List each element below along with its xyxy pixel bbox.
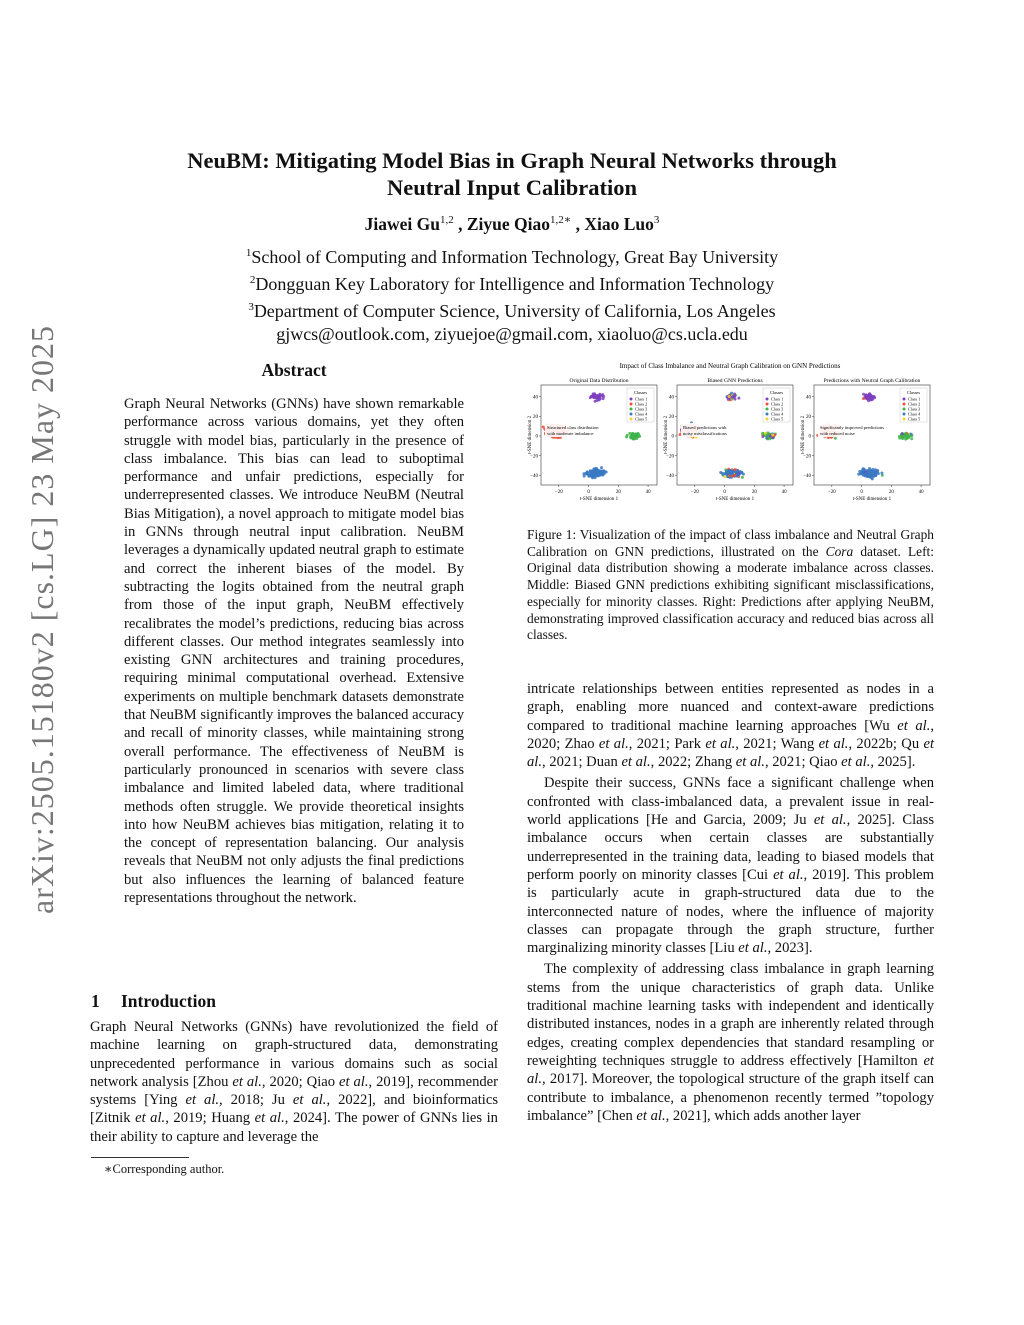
scatter-point	[734, 468, 737, 471]
legend-label: Class 4	[771, 411, 784, 417]
scatter-point	[592, 393, 595, 396]
legend-label: Class 5	[635, 416, 648, 422]
legend-swatch	[903, 408, 906, 411]
scatter-point	[721, 472, 724, 475]
arxiv-sidebar-stamp: arXiv:2505.15180v2 [cs.LG] 23 May 2025	[24, 324, 60, 914]
legend-swatch	[766, 413, 769, 416]
footnote-rule	[91, 1157, 189, 1158]
y-tick-label: 0	[808, 434, 811, 440]
title-line-2: Neutral Input Calibration	[386, 175, 638, 200]
scatter-point	[589, 471, 592, 474]
scatter-point	[865, 397, 868, 400]
tsne-figure	[527, 357, 934, 517]
x-axis-label: t-SNE dimension 1	[715, 497, 755, 502]
y-axis-label: t-SNE dimension 2	[801, 415, 806, 455]
scatter-point	[731, 475, 734, 478]
annotation-line: Structured class distribution	[547, 425, 599, 430]
scatter-point	[594, 467, 597, 470]
figure-caption	[527, 527, 934, 644]
y-tick-label: 40	[806, 395, 811, 401]
x-tick-label: −20	[690, 490, 699, 495]
tsne-panel	[528, 378, 657, 502]
y-tick-label: 40	[669, 395, 674, 401]
x-tick-label: 0	[587, 490, 590, 495]
legend-swatch	[903, 413, 906, 416]
y-tick-label: 20	[669, 415, 674, 421]
legend-swatch	[766, 398, 769, 401]
right-column-body	[527, 680, 934, 1125]
figure-suptitle: Impact of Class Imbalance and Neutral Graph Calibration on GNN Predictions	[619, 362, 841, 370]
y-tick-label: 20	[533, 415, 538, 421]
scatter-point	[866, 469, 869, 472]
legend-label: Class 2	[908, 401, 921, 407]
legend-label: Class 2	[635, 401, 648, 407]
x-tick-label: −20	[554, 490, 563, 495]
annotation-line: Biased predictions with	[683, 425, 727, 430]
scatter-point	[768, 437, 771, 440]
legend-title: Classes	[769, 390, 784, 395]
scatter-point	[764, 432, 767, 435]
x-tick-label: 40	[781, 490, 787, 495]
scatter-point	[728, 395, 731, 398]
scatter-point	[910, 437, 913, 440]
annotation-line: with reduced noise	[820, 431, 855, 436]
paper-title	[0, 147, 1024, 201]
scatter-point	[586, 470, 589, 473]
scatter-point	[901, 432, 904, 435]
x-axis-label: t-SNE dimension 1	[852, 497, 892, 502]
legend-title: Classes	[633, 390, 648, 395]
legend-swatch	[766, 408, 769, 411]
scatter-point	[736, 474, 739, 477]
y-tick-label: −40	[530, 473, 538, 479]
legend-label: Class 4	[635, 411, 648, 417]
scatter-point	[737, 397, 740, 400]
scatter-point	[871, 395, 874, 398]
scatter-point	[635, 437, 638, 440]
scatter-point	[596, 395, 599, 398]
section-heading-introduction	[91, 991, 216, 1012]
intro-body	[90, 1018, 498, 1146]
legend-swatch	[766, 418, 769, 421]
affiliation-line: $^3$Department of Computer Science, University of California, Los Angeles	[248, 301, 776, 321]
y-tick-label: −20	[803, 454, 811, 460]
scatter-point	[867, 399, 870, 402]
legend-label: Class 3	[908, 406, 921, 412]
x-axis-label: t-SNE dimension 1	[579, 497, 619, 502]
author-list: Jiawei Gu$^{1,2}$ , Ziyue Qiao$^{1,2∗}$ , Xiao Luo$^3$	[364, 213, 660, 234]
figure-1	[527, 357, 934, 517]
legend-swatch	[766, 403, 769, 406]
scatter-point	[863, 473, 866, 476]
scatter-point	[601, 393, 604, 396]
tsne-panel	[801, 378, 930, 502]
scatter-point	[637, 433, 640, 436]
scatter-point	[589, 396, 592, 399]
y-tick-label: −20	[530, 454, 538, 460]
x-tick-label: 0	[860, 490, 863, 495]
scatter-point	[632, 433, 635, 436]
legend-label: Class 2	[771, 401, 784, 407]
scatter-point	[741, 476, 744, 479]
panel-annotation	[681, 423, 737, 437]
panel-title: Biased GNN Predictions	[707, 378, 763, 384]
legend-label: Class 1	[908, 396, 921, 402]
section-title: Introduction	[121, 991, 216, 1011]
scatter-point	[723, 475, 726, 478]
legend-label: Class 1	[771, 396, 784, 402]
scatter-point	[834, 437, 837, 440]
scatter-point	[596, 399, 599, 402]
scatter-point	[734, 398, 737, 401]
right-paragraph-2: Despite their success, GNNs face a significant challenge when confronted with class-imbalanced data, a prevalent issue in real-world applications [He and Garcia, 2009; Ju et al., 2025]. Class imbalance occurs when certain classes are substantially underrepresented in the training data, leading to biased models that perform poorly on minority classes [Cui et al., 2019]. This problem is particularly acute in graph-structured data due to the interconnected nature of nodes, where the influence of majority classes can propagate through the graph structure, further marginalizing minority classes [Liu et al., 2023].	[527, 775, 935, 957]
scatter-point	[880, 472, 883, 475]
y-axis-label: t-SNE dimension 2	[664, 415, 669, 455]
y-tick-label: −40	[666, 473, 674, 479]
legend-swatch	[630, 413, 633, 416]
scatter-point	[587, 474, 590, 477]
scatter-point	[906, 436, 909, 439]
affiliations	[0, 242, 1024, 346]
x-tick-label: 40	[918, 490, 924, 495]
panel-title: Original Data Distribution	[569, 378, 629, 384]
y-tick-label: 20	[806, 415, 811, 421]
x-tick-label: 20	[615, 490, 621, 495]
scatter-point	[600, 466, 603, 469]
x-tick-label: 0	[723, 490, 726, 495]
scatter-point	[867, 472, 870, 475]
y-axis-label: t-SNE dimension 2	[528, 415, 533, 455]
footnote: ∗Corresponding author.	[104, 1162, 225, 1176]
scatter-point	[860, 472, 863, 475]
y-tick-label: −40	[803, 473, 811, 479]
affiliation-line: $^2$Dongguan Key Laboratory for Intelligence and Information Technology	[249, 274, 775, 294]
email-list: gjwcs@outlook.com, ziyuejoe@gmail.com, xiaoluo@cs.ucla.edu	[276, 324, 748, 344]
right-paragraph-3: The complexity of addressing class imbalance in graph learning stems from the unique characteristics of graph data. Unlike traditional machine learning tasks with independent and identically distributed instances, nodes in a graph are inherently related through edges, creating complex dependencies that standard resampling or reweighting techniques struggle to address effectively [Hamilton et al., 2017]. Moreover, the topological structure of the graph itself can contribute to imbalance, a phenomenon recently termed ”topology imbalance” [Chen et al., 2021], which adds another layer	[527, 961, 934, 1124]
intro-paragraph: Graph Neural Networks (GNNs) have revolutionized the field of machine learning on graph-structured data, demonstrating unprecedented performance in various domains such as social network analysis [Zhou et al., 2020; Qiao et al., 2019], recommender systems [Ying et al., 2018; Ju et al., 2022], and bioinformatics [Zitnik et al., 2019; Huang et al., 2024]. The power of GNNs lies in their ability to capture and leverage the	[90, 1019, 499, 1145]
scatter-point	[862, 397, 865, 400]
scatter-point	[592, 473, 595, 476]
legend-label: Class 4	[908, 411, 921, 417]
annotation-line: with moderate imbalance	[547, 431, 594, 436]
scatter-point	[596, 472, 599, 475]
legend-swatch	[630, 398, 633, 401]
y-tick-label: 0	[535, 434, 538, 440]
x-tick-label: 40	[645, 490, 651, 495]
y-tick-label: 0	[671, 434, 674, 440]
scatter-point	[868, 392, 871, 395]
y-tick-label: −20	[666, 454, 674, 460]
x-tick-label: 20	[751, 490, 757, 495]
title-line-1: NeuBM: Mitigating Model Bias in Graph Neural Networks through	[187, 148, 837, 173]
author-name: Jiawei Gu	[364, 213, 440, 234]
scatter-point	[898, 437, 901, 440]
legend-title: Classes	[906, 390, 921, 395]
scatter-point	[729, 470, 732, 473]
y-tick-label: 40	[533, 395, 538, 401]
legend-swatch	[903, 403, 906, 406]
legend-label: Class 3	[635, 406, 648, 412]
caption-text: Figure 1: Visualization of the impact of class imbalance and Neutral Graph Calibration on GNN predictions, illustrated on the Cora dataset. Left: Original data distribution showing a moderate imbalance across classes. Middle: Biased GNN predictions exhibiting significant misclassifications, especially for minority classes. Right: Predictions after applying NeuBM, demonstrating improved classification accuracy and reduced bias across all classes.	[527, 527, 934, 643]
legend-swatch	[630, 403, 633, 406]
legend-swatch	[903, 418, 906, 421]
legend	[900, 388, 927, 422]
legend-label: Class 5	[908, 416, 921, 422]
abstract-heading: Abstract	[261, 360, 327, 380]
right-paragraph-1: intricate relationships between entities represented as nodes in a graph, enabling more nuanced and context-aware predictions compared to traditional machine learning approaches [Wu et al., 2020; Zhao et al., 2021; Park et al., 2021; Wang et al., 2022b; Qu et al., 2021; Duan et al., 2022; Zhang et al., 2021; Qiao et al., 2025].	[527, 681, 935, 771]
scatter-point	[583, 475, 586, 478]
panel-title: Predictions with Neutral Graph Calibration	[823, 378, 921, 384]
scatter-point	[601, 473, 604, 476]
legend-swatch	[630, 418, 633, 421]
scatter-point	[862, 469, 865, 472]
scatter-point	[862, 393, 865, 396]
author-name: Xiao Luo	[584, 213, 654, 234]
annotation-line: Significantly improved predictions	[820, 425, 885, 430]
legend-label: Class 5	[771, 416, 784, 422]
legend	[763, 388, 790, 422]
annotation-line: noisy misclassifications	[683, 431, 727, 436]
scatter-point	[625, 436, 628, 439]
author-name: Ziyue Qiao	[466, 213, 550, 234]
scatter-point	[874, 471, 877, 474]
legend-swatch	[630, 408, 633, 411]
scatter-point	[723, 472, 726, 475]
scatter-point	[731, 395, 734, 398]
scatter-point	[769, 435, 772, 438]
abstract-body	[124, 395, 464, 907]
legend	[627, 388, 654, 422]
tsne-panel	[664, 378, 793, 502]
legend-label: Class 1	[635, 396, 648, 402]
section-number: 1	[91, 991, 100, 1011]
legend-label: Class 3	[771, 406, 784, 412]
legend-swatch	[903, 398, 906, 401]
abstract-text: Graph Neural Networks (GNNs) have shown remarkable performance across various domains, yet they often struggle with model bias, particularly in the presence of class imbalance. This bias can lead to suboptimal performance and unfair predictions, especially for underrepresented classes. We introduce NeuBM (Neutral Bias Mitigation), a novel approach to mitigate model bias in GNNs through neutral input calibration. NeuBM leverages a dynamically updated neutral graph to estimate and correct the inherent biases of the model. By subtracting the logits obtained from the neutral graph from those of the input graph, NeuBM effectively recalibrates the model’s predictions, reducing bias across different classes. Our method integrates seamlessly into existing GNN architectures and training procedures, requiring minimal computational overhead. Extensive experiments on multiple benchmark datasets demonstrate that NeuBM significantly improves the balanced accuracy and recall of minority classes, while maintaining strong overall performance. The effectiveness of NeuBM is particularly pronounced in scenarios with severe class imbalance and limited labeled data, where traditional methods often struggle. We provide theoretical insights into how NeuBM achieves bias mitigation, relating it to the concept of representation balancing. Our analysis reveals that NeuBM not only adjusts the final predictions but also influences the learning of balanced feature representations throughout the network.	[124, 396, 464, 907]
scatter-point	[761, 435, 764, 438]
x-tick-label: 20	[888, 490, 894, 495]
panel-annotation	[545, 423, 601, 437]
affiliation-line: $^1$School of Computing and Information Technology, Great Bay University	[245, 247, 779, 267]
x-tick-label: −20	[827, 490, 836, 495]
